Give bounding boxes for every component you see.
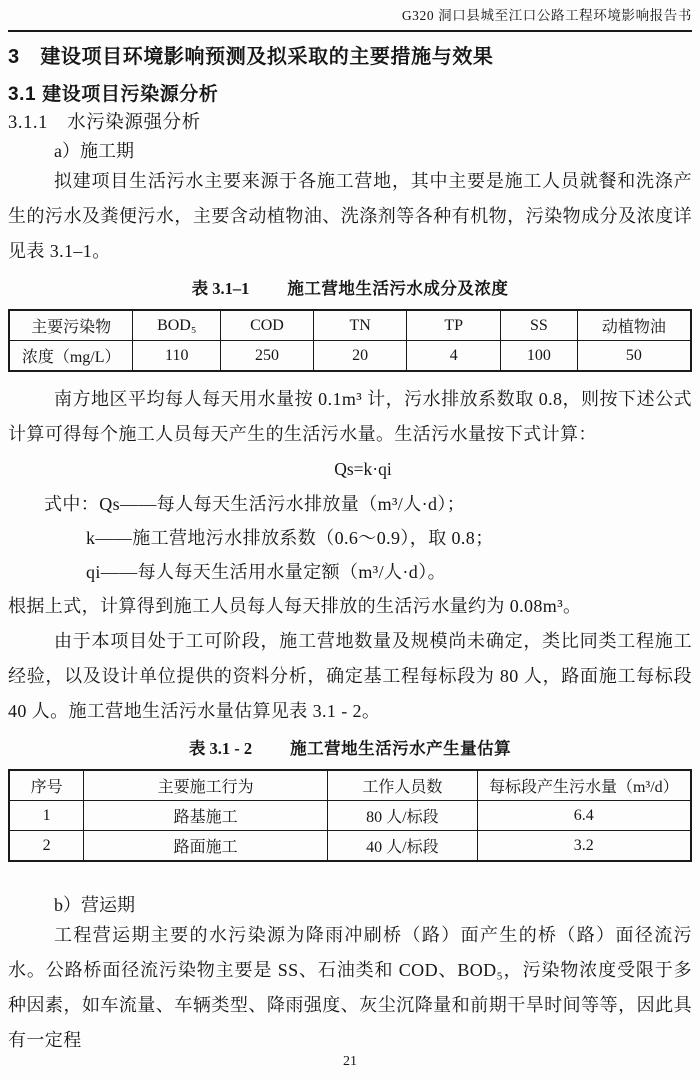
table-cell: 250 [221, 341, 314, 372]
water-usage-paragraph: 南方地区平均每人每天用水量按 0.1m³ 计，污水排放系数取 0.8，则按下述公式计算可得每个施工人员每天产生的生活污水量。生活污水量按下式计算： [8, 389, 692, 444]
sewage-estimate-table [8, 769, 692, 862]
table1-caption-title: 施工营地生活污水成分及浓度 [287, 280, 509, 298]
formula-definition-line: k——施工营地污水排放系数（0.6～0.9），取 0.8； [86, 528, 494, 548]
table-row [9, 831, 691, 862]
subsection-heading: 3.1 建设项目污染源分析 [8, 84, 219, 105]
table-cell: 100 [501, 341, 578, 372]
table-cell: 110 [133, 341, 221, 372]
table-cell: 3.2 [477, 831, 691, 862]
table-cell: 40 人/标段 [328, 831, 478, 862]
table1-caption [8, 277, 692, 301]
column-header: 序号 [9, 770, 84, 801]
sewage-formula: Qs=k·qi [334, 459, 392, 479]
page-header [8, 6, 692, 32]
table-cell: 浓度（mg/L） [9, 341, 133, 372]
operation-phase-label: b）营运期 [54, 895, 135, 915]
subsubsection-heading: 3.1.1 水污染源强分析 [8, 113, 201, 133]
table2-caption-label: 表 3.1 - 2 [188, 739, 253, 758]
table-row [9, 801, 691, 831]
section-heading: 3 建设项目环境影响预测及拟采取的主要措施与效果 [8, 46, 494, 68]
column-header: 主要污染物 [9, 310, 133, 341]
table-header-row [9, 310, 691, 341]
table-header-row [9, 770, 691, 801]
column-header: TN [313, 310, 407, 341]
sewage-composition-table [8, 309, 692, 372]
calculation-result-paragraph: 根据上式，计算得到施工人员每人每天排放的生活污水量约为 0.08m³。 [8, 596, 582, 616]
table-row [9, 341, 691, 372]
table2-caption [8, 737, 692, 761]
table-cell: 路面施工 [84, 831, 328, 862]
column-header: BOD₅ [133, 310, 221, 341]
formula-definition-line: 式中：Qs——每人每天生活污水排放量（m³/人·d）； [44, 494, 466, 514]
table1-caption-label: 表 3.1–1 [191, 279, 250, 298]
table-cell: 路基施工 [84, 801, 328, 831]
column-header: TP [407, 310, 501, 341]
column-header: 工作人员数 [328, 770, 478, 801]
construction-intro-paragraph: 拟建项目生活污水主要来源于各施工营地，其中主要是施工人员就餐和洗涤产生的污水及粪便污水，主要含动植物油、洗涤剂等各种有机物，污染物成分及浓度详见表 3.1–1。 [8, 171, 692, 261]
table-cell: 1 [9, 801, 84, 831]
table-cell: 6.4 [477, 801, 691, 831]
table-cell: 2 [9, 831, 84, 862]
table-cell: 50 [577, 341, 691, 372]
column-header: 动植物油 [577, 310, 691, 341]
column-header: 主要施工行为 [84, 770, 328, 801]
table-cell: 20 [313, 341, 407, 372]
column-header: 每标段产生污水量（m³/d） [477, 770, 691, 801]
construction-phase-label: a）施工期 [54, 141, 134, 161]
page-number: 21 [343, 1054, 357, 1069]
page-header-title: G320 洞口县城至江口公路工程环境影响报告书 [401, 8, 692, 23]
estimate-paragraph: 由于本项目处于工可阶段，施工营地数量及规模尚未确定，类比同类工程施工经验，以及设计单位提供的资料分析，确定基工程每标段为 80 人，路面施工每标段 40 人。施工营地生活污水量估算见表 3.1 - 2。 [8, 631, 692, 721]
table-cell: 4 [407, 341, 501, 372]
table2-caption-title: 施工营地生活污水产生量估算 [290, 740, 512, 758]
formula-definition-line: qi——每人每天生活用水量定额（m³/人·d）。 [86, 562, 446, 582]
column-header: COD [221, 310, 314, 341]
column-header: SS [501, 310, 578, 341]
operation-paragraph: 工程营运期主要的水污染源为降雨冲刷桥（路）面产生的桥（路）面径流污水。公路桥面径流污染物主要是 SS、石油类和 COD、BOD₅，污染物浓度受限于多种因素，如车流量、车辆类型、降雨强度、灰尘沉降量和前期干旱时间等等，因此具有一定程 [8, 925, 692, 1050]
table-cell: 80 人/标段 [328, 801, 478, 831]
